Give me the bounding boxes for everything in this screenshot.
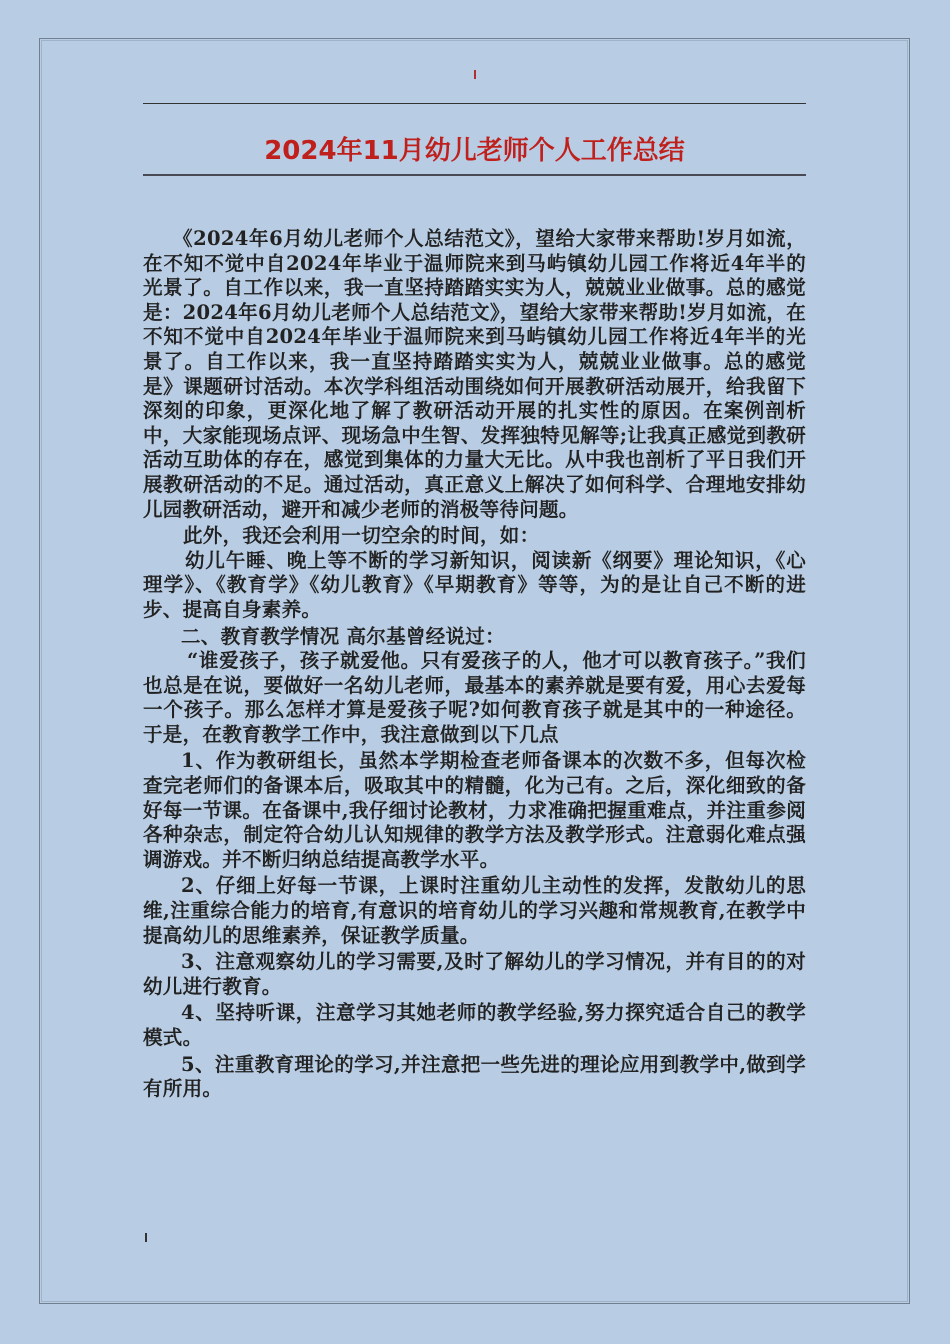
paragraph: 3、注意观察幼儿的学习需要,及时了解幼儿的学习情况，并有目的的对幼儿进行教育。 — [143, 950, 806, 998]
footer-mark — [145, 1233, 147, 1242]
paragraph: 4、坚持听课，注意学习其她老师的教学经验,努力探究适合自己的教学模式。 — [143, 1001, 806, 1049]
paragraph: 5、注重教育理论的学习,并注意把一些先进的理论应用到教学中,做到学有所用。 — [143, 1052, 806, 1101]
document-title: 2024年11月幼儿老师个人工作总结 — [264, 136, 685, 166]
title-rule — [143, 174, 806, 176]
paragraph: 《2024年6月幼儿老师个人总结范文》，望给大家带来帮助!岁月如流，在不知不觉中自2024年毕业于温师院来到马屿镇幼儿园工作将近4年半的光景了。自工作以来，我一直坚持踏踏实实为人，兢兢业业做事。总的感觉是：2024年6月幼儿老师个人总结范文》，望给大家带来帮助!岁月如流，在不知不觉中自2024年毕业于温师院来到马屿镇幼儿园工作将近4年半的光景了。自工作以来，我一直坚持踏踏实实为人，兢兢业业做事。总的感觉是》课题研讨活动。本次学科组活动围绕如何开展教研活动展开，给我留下深刻的印象，更深化地了解了教研活动开展的扎实性的原因。在案例剖析中，大家能现场点评、现场急中生智、发挥独特见解等;让我真正感觉到教研活动互助体的存在，感觉到集体的力量大无比。从中我也剖析了平日我们开展教研活动的不足。通过活动，真正意义上解决了如何科学、合理地安排幼儿园教研活动，避开和减少老师的消极等待问题。 — [143, 227, 806, 521]
paragraph: “谁爱孩子，孩子就爱他。只有爱孩子的人，他才可以教育孩子。”我们也总是在说，要做好一名幼儿老师，最基本的素养就是要有爱，用心去爱每一个孩子。那么怎样才算是爱孩子呢?如何教育孩子就是其中的一种途径。于是，在教育教学工作中，我注意做到以下几点 — [143, 649, 806, 746]
paragraph: 二、教育教学情况 高尔基曾经说过： — [181, 624, 505, 648]
header-mark — [474, 70, 476, 79]
paragraph: 1、作为教研组长，虽然本学期检查老师备课本的次数不多，但每次检查完老师们的备课本后，吸取其中的精髓，化为己有。之后，深化细致的备好每一节课。在备课中,我仔细讨论教材，力求准确把握重难点，并注重参阅各种杂志，制定符合幼儿认知规律的教学方法及教学形式。注意弱化难点强调游戏。并不断归纳总结提高教学水平。 — [143, 749, 806, 871]
paragraph: 2、仔细上好每一节课，上课时注重幼儿主动性的发挥，发散幼儿的思维,注重综合能力的培育,有意识的培育幼儿的学习兴趣和常规教育,在教学中提高幼儿的思维素养，保证教学质量。 — [143, 874, 806, 947]
paragraph: 此外，我还会利用一切空余的时间，如： — [183, 524, 540, 548]
document-body — [143, 227, 806, 1102]
paragraph: 幼儿午睡、晚上等不断的学习新知识，阅读新《纲要》理论知识，《心理学》、《教育学》《幼儿教育》《早期教育》等等，为的是让自己不断的进步、提高自身素养。 — [143, 548, 806, 621]
header-rule — [143, 103, 806, 104]
